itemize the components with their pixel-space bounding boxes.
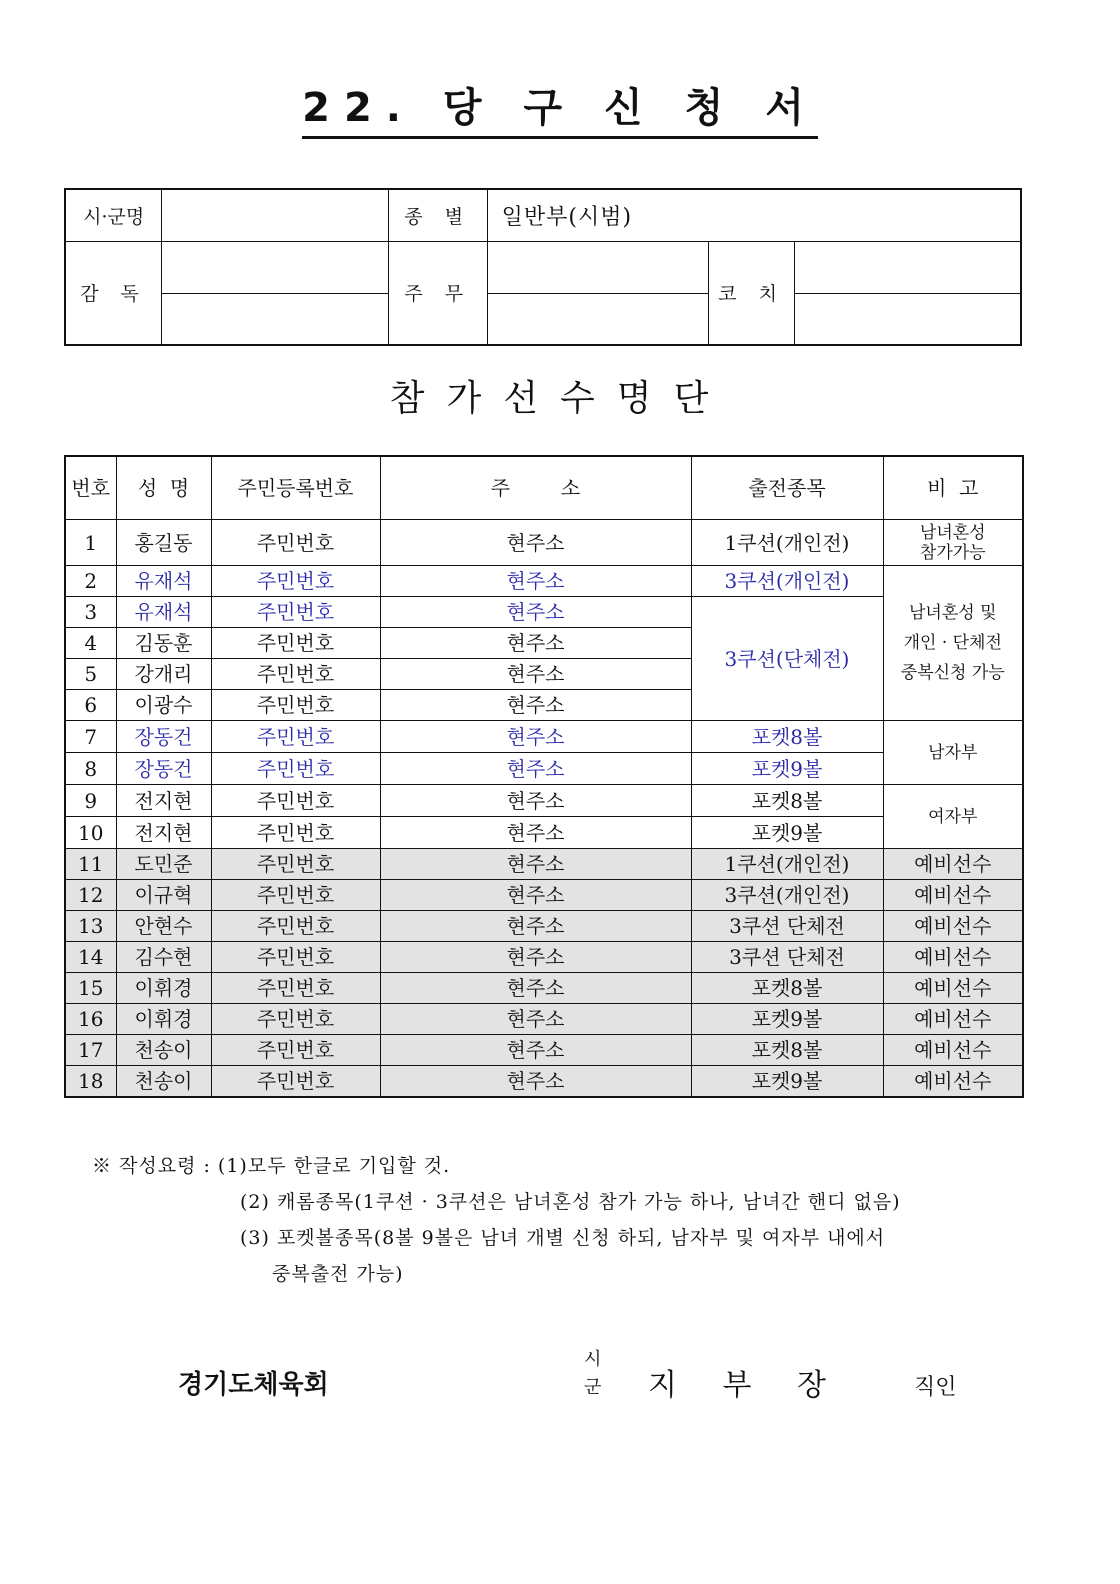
row-event: 포켓8볼 [691,785,883,817]
row-event: 포켓9볼 [691,817,883,849]
row-address: 현주소 [380,520,691,566]
row-event: 3쿠션 단체전 [691,942,883,973]
table-row [65,753,1023,785]
instruction-line-2: (2) 캐롬종목(1쿠션 · 3쿠션은 남녀혼성 참가 가능 하나, 남녀간 핸디 없음) [240,1191,901,1213]
instructions [92,1148,901,1292]
row-address: 현주소 [380,1035,691,1066]
row-id: 주민번호 [211,785,380,817]
row-name: 장동건 [116,753,211,785]
row-name: 천송이 [116,1066,211,1098]
instruction-line-3: (3) 포켓볼종목(8볼 9볼은 남녀 개별 신청 하되, 남자부 및 여자부 내에서 [240,1227,886,1249]
row-no: 14 [65,942,116,973]
row-note-women: 여자부 [883,785,1023,849]
row-name: 전지현 [116,817,211,849]
row-address: 현주소 [380,753,691,785]
document-title-wrap [0,82,1120,139]
row-event: 포켓8볼 [691,1035,883,1066]
director-field-1[interactable] [162,241,388,293]
table-row [65,566,1023,597]
note-line: 남녀혼성 및 [908,603,997,623]
row-id: 주민번호 [211,1035,380,1066]
row-event: 포켓9볼 [691,1004,883,1035]
city-field[interactable] [162,189,388,241]
instruction-line-1: ※ 작성요령 : (1)모두 한글로 기입할 것. [92,1155,451,1177]
header-name: 성 명 [116,456,211,520]
city-label: 시·군명 [65,189,162,241]
row-name: 이휘경 [116,1004,211,1035]
table-row [65,721,1023,753]
table-row [65,597,1023,628]
row-note-mixed [883,520,1023,566]
manager-label: 주 무 [388,241,487,345]
row-name: 유재석 [116,597,211,628]
row-name: 도민준 [116,849,211,880]
coach-field-1[interactable] [794,241,1021,293]
row-address: 현주소 [380,721,691,753]
org-name: 경기도체육회 [178,1370,329,1400]
note-line: 남녀혼성 [919,522,986,543]
table-row-reserve [65,1004,1023,1035]
header-no: 번호 [65,456,116,520]
row-no: 1 [65,520,116,566]
row-event: 3쿠션(개인전) [691,880,883,911]
row-event: 포켓8볼 [691,973,883,1004]
document-title: 22. 당 구 신 청 서 [302,82,818,139]
row-id: 주민번호 [211,628,380,659]
info-table [64,188,1022,346]
header-address: 주 소 [380,456,691,520]
row-address: 현주소 [380,690,691,721]
table-row-reserve [65,880,1023,911]
header-note: 비 고 [883,456,1023,520]
row-event-team: 3쿠션(단체전) [691,597,883,721]
row-event: 1쿠션(개인전) [691,520,883,566]
row-note: 예비선수 [883,849,1023,880]
row-name: 김수현 [116,942,211,973]
row-no: 17 [65,1035,116,1066]
row-note: 예비선수 [883,1066,1023,1098]
seal-label: 직인 [914,1375,957,1400]
row-name: 전지현 [116,785,211,817]
row-name: 홍길동 [116,520,211,566]
row-event: 포켓8볼 [691,721,883,753]
roster-header-row [65,456,1023,520]
row-name: 김동훈 [116,628,211,659]
row-no: 7 [65,721,116,753]
si-label: 시 [584,1349,602,1370]
row-id: 주민번호 [211,753,380,785]
coach-field-2[interactable] [794,293,1021,345]
row-id: 주민번호 [211,973,380,1004]
row-no: 11 [65,849,116,880]
director-label: 감 독 [65,241,162,345]
row-note: 예비선수 [883,973,1023,1004]
row-address: 현주소 [380,1066,691,1098]
table-row-reserve [65,1035,1023,1066]
row-name: 천송이 [116,1035,211,1066]
row-address: 현주소 [380,1004,691,1035]
table-row [65,817,1023,849]
row-id: 주민번호 [211,849,380,880]
row-name: 강개리 [116,659,211,690]
row-id: 주민번호 [211,880,380,911]
row-address: 현주소 [380,566,691,597]
row-no: 15 [65,973,116,1004]
row-no: 13 [65,911,116,942]
instruction-line-4: 중복출전 가능) [272,1263,404,1285]
row-address: 현주소 [380,849,691,880]
row-no: 10 [65,817,116,849]
row-address: 현주소 [380,659,691,690]
row-no: 2 [65,566,116,597]
row-address: 현주소 [380,817,691,849]
row-address: 현주소 [380,973,691,1004]
row-event: 3쿠션 단체전 [691,911,883,942]
row-no: 3 [65,597,116,628]
row-name: 유재석 [116,566,211,597]
row-note-men: 남자부 [883,721,1023,785]
row-note-combined [883,566,1023,721]
manager-field-1[interactable] [487,241,709,293]
row-address: 현주소 [380,785,691,817]
table-row [65,520,1023,566]
row-id: 주민번호 [211,721,380,753]
row-no: 9 [65,785,116,817]
row-id: 주민번호 [211,1004,380,1035]
row-address: 현주소 [380,880,691,911]
header-id: 주민등록번호 [211,456,380,520]
row-name: 이규혁 [116,880,211,911]
note-line: 개인 · 단체전 [903,633,1002,653]
row-event: 1쿠션(개인전) [691,849,883,880]
category-label: 종 별 [388,189,487,241]
row-name: 장동건 [116,721,211,753]
row-id: 주민번호 [211,942,380,973]
row-id: 주민번호 [211,659,380,690]
row-note: 예비선수 [883,942,1023,973]
table-row [65,785,1023,817]
row-address: 현주소 [380,911,691,942]
roster-table [64,455,1024,1098]
table-row-reserve [65,911,1023,942]
row-event: 포켓9볼 [691,1066,883,1098]
row-note: 예비선수 [883,1004,1023,1035]
row-no: 18 [65,1066,116,1098]
note-line: 중복신청 가능 [900,663,1005,683]
row-address: 현주소 [380,628,691,659]
coach-label: 코 치 [709,241,795,345]
table-row-reserve [65,849,1023,880]
row-no: 5 [65,659,116,690]
row-no: 12 [65,880,116,911]
row-id: 주민번호 [211,520,380,566]
table-row-reserve [65,942,1023,973]
row-id: 주민번호 [211,911,380,942]
branch-head-title: 지 부 장 [648,1368,845,1403]
row-no: 6 [65,690,116,721]
row-no: 4 [65,628,116,659]
row-id: 주민번호 [211,597,380,628]
row-note: 예비선수 [883,1035,1023,1066]
header-event: 출전종목 [691,456,883,520]
row-id: 주민번호 [211,817,380,849]
si-gun-label [584,1346,601,1402]
row-id: 주민번호 [211,690,380,721]
row-address: 현주소 [380,597,691,628]
table-row-reserve [65,973,1023,1004]
row-id: 주민번호 [211,566,380,597]
row-event: 3쿠션(개인전) [691,566,883,597]
director-field-2[interactable] [162,293,388,345]
row-no: 8 [65,753,116,785]
note-line: 참가가능 [919,542,986,563]
row-note: 예비선수 [883,911,1023,942]
gun-label: 군 [584,1377,602,1398]
manager-field-2[interactable] [487,293,709,345]
row-no: 16 [65,1004,116,1035]
row-event: 포켓9볼 [691,753,883,785]
row-address: 현주소 [380,942,691,973]
row-note: 예비선수 [883,880,1023,911]
row-id: 주민번호 [211,1066,380,1098]
row-name: 이광수 [116,690,211,721]
table-row-reserve [65,1066,1023,1098]
row-name: 이휘경 [116,973,211,1004]
category-value[interactable]: 일반부(시범) [487,189,1021,241]
roster-title: 참가선수명단 [389,378,731,419]
row-name: 안현수 [116,911,211,942]
